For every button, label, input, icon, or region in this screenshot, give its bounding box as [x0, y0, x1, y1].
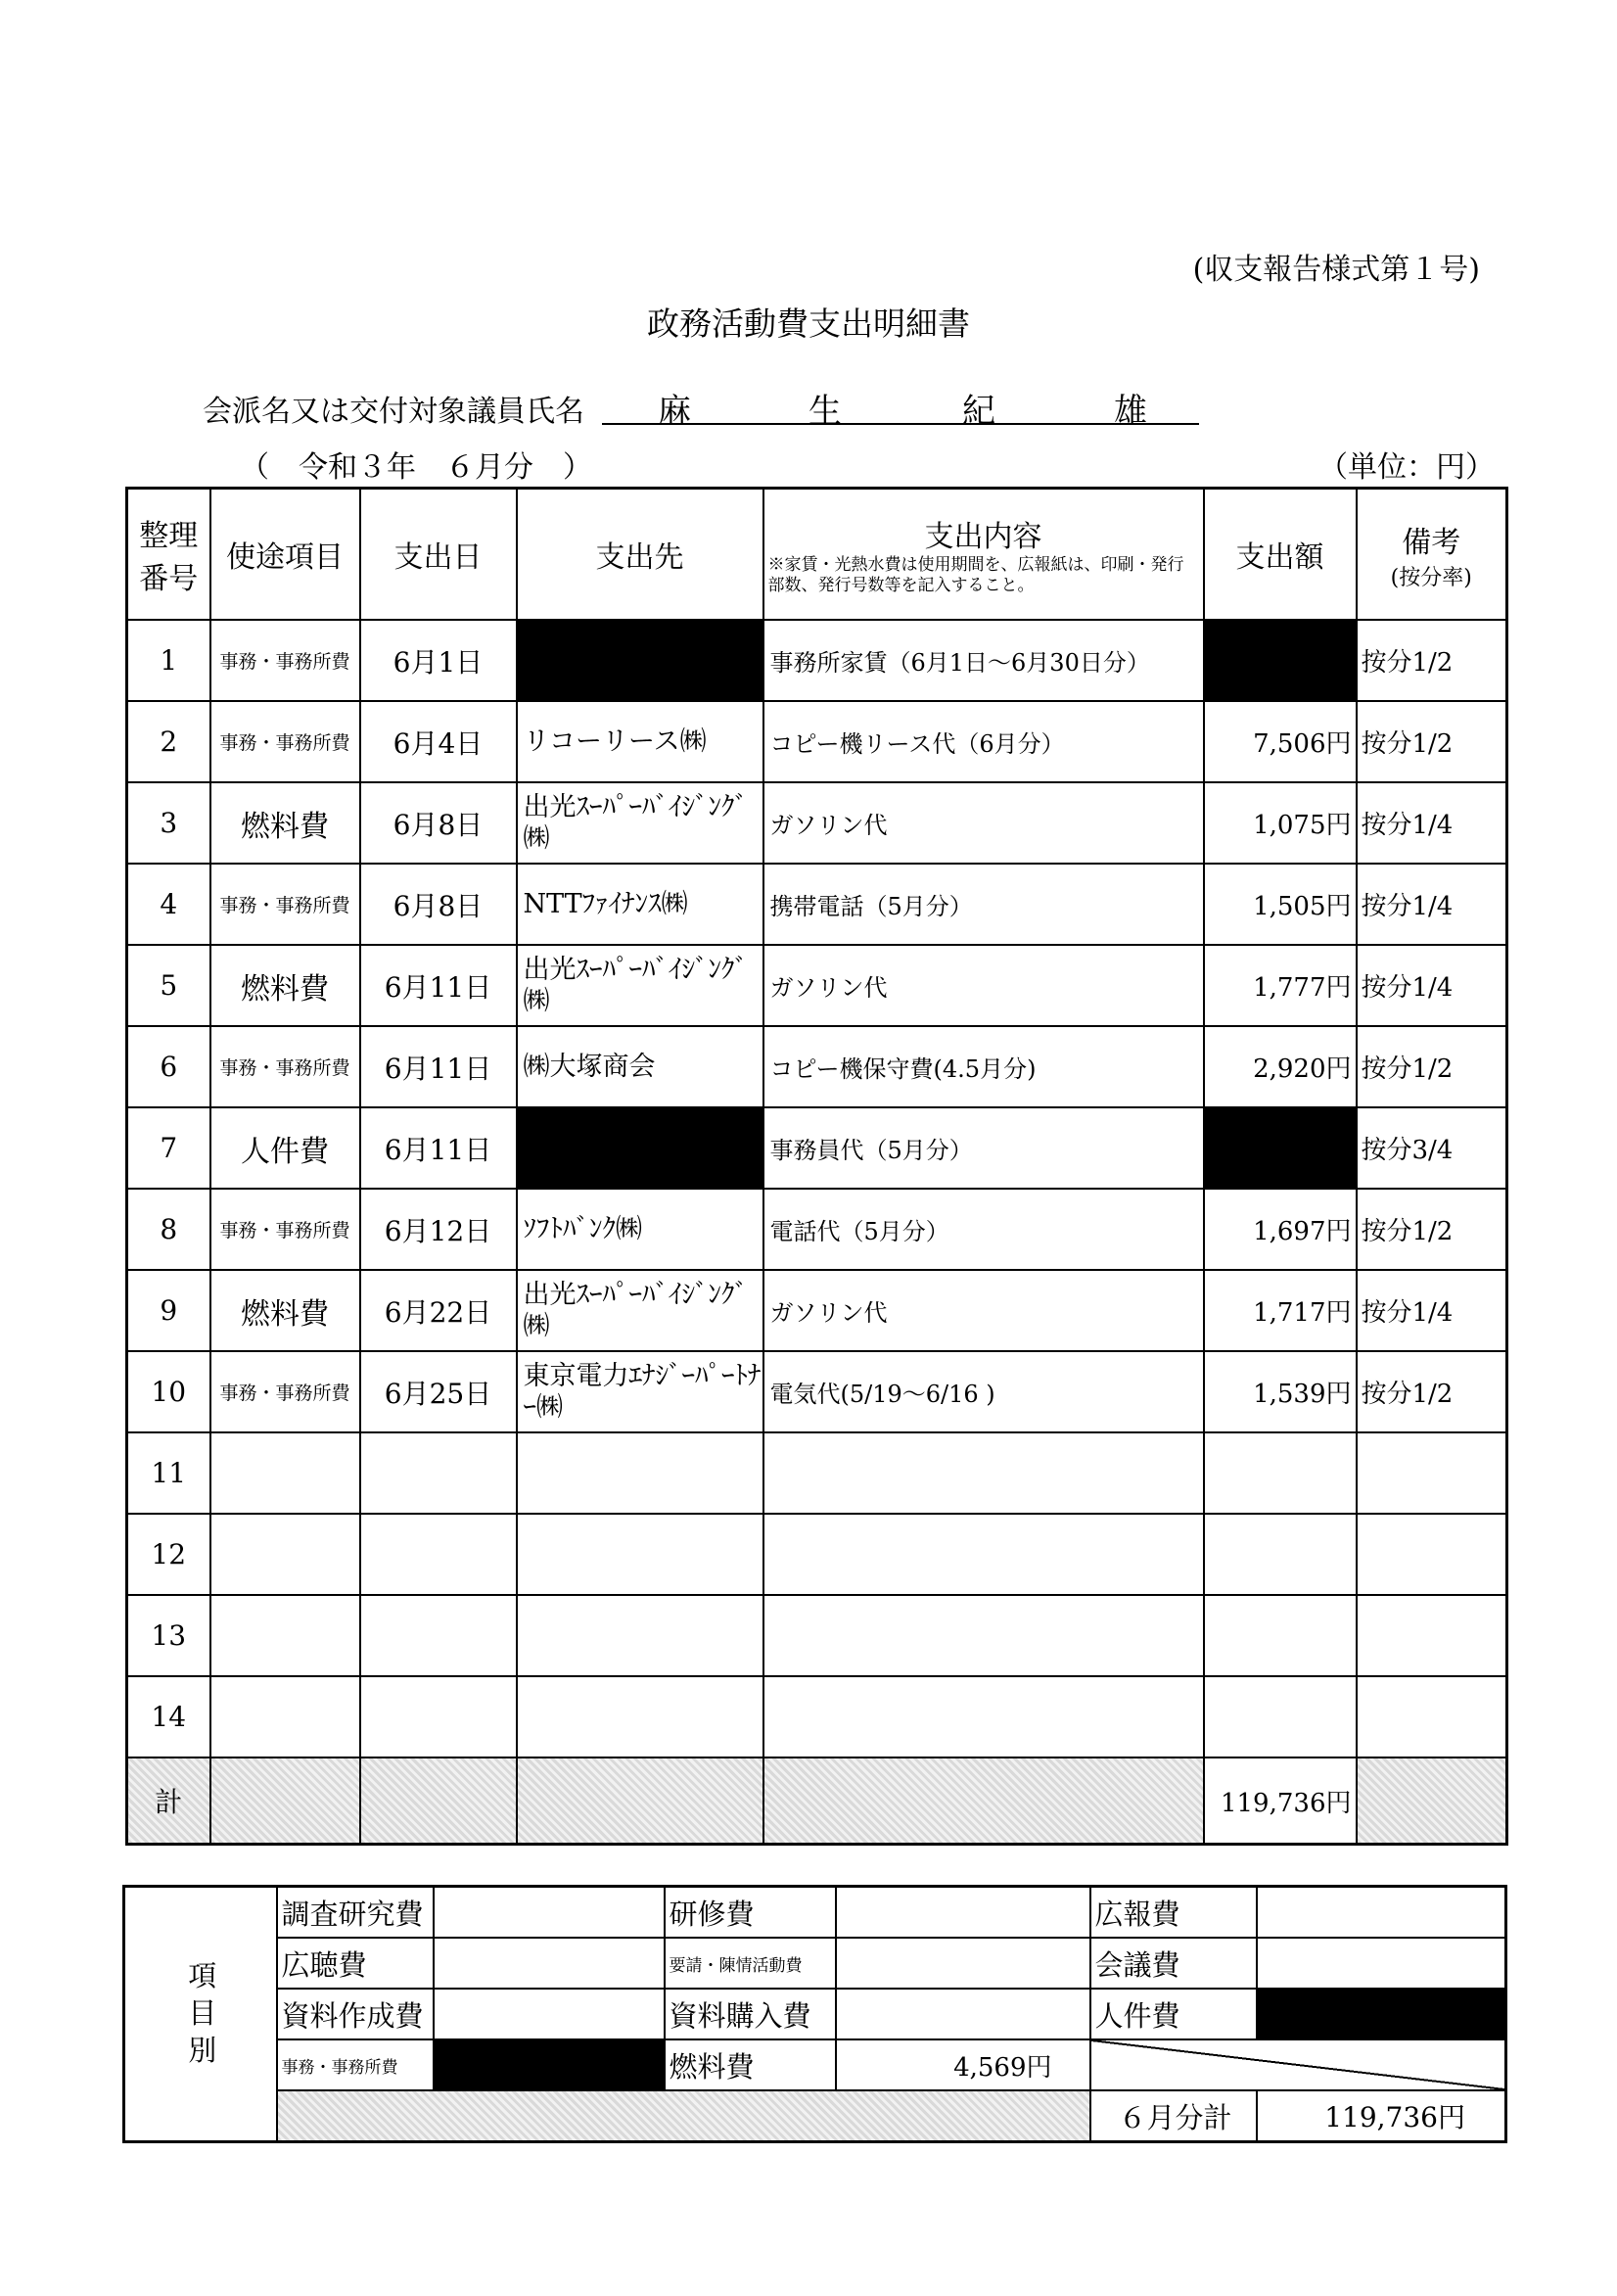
row-amount: 2,920円 — [1204, 1026, 1357, 1107]
table-row — [127, 864, 1507, 945]
header-note-sub: (按分率) — [1390, 565, 1472, 590]
summary-kaigi-label: 会議費 — [1090, 1938, 1257, 1989]
row-content: 電話代（5月分） — [763, 1189, 1204, 1270]
row-number: 6 — [127, 1026, 210, 1107]
summary-month-total-label: ６月分計 — [1090, 2090, 1257, 2142]
header-category: 使途項目 — [210, 489, 360, 621]
unit-label: （単位：円） — [1318, 450, 1495, 485]
row-note: 按分1/2 — [1357, 701, 1507, 782]
row-content: ガソリン代 — [763, 782, 1204, 864]
row-content: 事務員代（5月分） — [763, 1107, 1204, 1189]
row-date — [360, 1676, 517, 1757]
row-number: 12 — [127, 1514, 210, 1595]
row-payee: 出光ｽｰﾊﾟｰﾊﾞｲｼﾞﾝｸﾞ㈱ — [517, 945, 763, 1026]
row-amount: 7,506円 — [1204, 701, 1357, 782]
summary-diagonal-blank — [1090, 2039, 1506, 2090]
row-amount: 1,539円 — [1204, 1351, 1357, 1432]
row-note: 按分3/4 — [1357, 1107, 1507, 1189]
row-number: 5 — [127, 945, 210, 1026]
header-content-label: 支出内容 — [924, 519, 1042, 554]
row-category: 事務・事務所費 — [210, 620, 360, 701]
header-note — [1357, 489, 1507, 621]
row-content: 事務所家賃（6月1日～6月30日分） — [763, 620, 1204, 701]
summary-shiryo-sakusei-label: 資料作成費 — [277, 1989, 434, 2039]
row-amount — [1204, 1595, 1357, 1676]
table-row — [127, 945, 1507, 1026]
row-date — [360, 1595, 517, 1676]
header-amount: 支出額 — [1204, 489, 1357, 621]
row-amount: 1,075円 — [1204, 782, 1357, 864]
summary-nenryo-label: 燃料費 — [665, 2039, 836, 2090]
row-category — [210, 1595, 360, 1676]
row-date: 6月12日 — [360, 1189, 517, 1270]
row-number: 4 — [127, 864, 210, 945]
table-row — [127, 1432, 1507, 1514]
row-payee — [517, 1595, 763, 1676]
table-row — [127, 620, 1507, 701]
summary-side-label: 項 目 別 — [124, 1887, 277, 2142]
summary-jinken-redacted — [1257, 1989, 1506, 2039]
row-date: 6月25日 — [360, 1351, 517, 1432]
row-note: 按分1/4 — [1357, 864, 1507, 945]
row-note: 按分1/2 — [1357, 620, 1507, 701]
table-row — [127, 701, 1507, 782]
row-amount: 1,717円 — [1204, 1270, 1357, 1351]
summary-shiryo-konyu-label: 資料購入費 — [665, 1989, 836, 2039]
summary-chosa-value — [434, 1887, 665, 1939]
summary-shaded-blank — [277, 2090, 1090, 2142]
summary-koho-label: 広報費 — [1090, 1887, 1257, 1939]
row-number: 13 — [127, 1595, 210, 1676]
row-date: 6月11日 — [360, 1026, 517, 1107]
row-note: 按分1/2 — [1357, 1351, 1507, 1432]
document-title: 政務活動費支出明細書 — [647, 305, 970, 343]
table-row — [127, 1351, 1507, 1432]
name-char: 生 — [808, 392, 842, 431]
row-date: 6月8日 — [360, 864, 517, 945]
row-date — [360, 1432, 517, 1514]
table-row — [127, 1514, 1507, 1595]
summary-koho-value — [1257, 1887, 1506, 1939]
row-category — [210, 1514, 360, 1595]
report-period: （ 令和３年 ６月分 ） — [240, 450, 592, 485]
row-date: 6月1日 — [360, 620, 517, 701]
row-category: 事務・事務所費 — [210, 864, 360, 945]
total-amount: 119,736円 — [1204, 1757, 1357, 1845]
row-payee-redacted — [517, 620, 763, 701]
row-content: ガソリン代 — [763, 1270, 1204, 1351]
row-payee: ㈱大塚商会 — [517, 1026, 763, 1107]
row-amount: 1,777円 — [1204, 945, 1357, 1026]
row-content: 電気代(5/19～6/16 ) — [763, 1351, 1204, 1432]
row-payee: NTTﾌｧｲﾅﾝｽ㈱ — [517, 864, 763, 945]
summary-kocho-value — [434, 1938, 665, 1989]
row-note — [1357, 1676, 1507, 1757]
row-content — [763, 1595, 1204, 1676]
name-char: 紀 — [962, 392, 995, 431]
name-underline — [602, 423, 1199, 425]
summary-chosa-label: 調査研究費 — [277, 1887, 434, 1939]
row-date — [360, 1514, 517, 1595]
table-row — [127, 782, 1507, 864]
row-payee — [517, 1514, 763, 1595]
row-payee: ｿﾌﾄﾊﾞﾝｸ㈱ — [517, 1189, 763, 1270]
summary-kenshu-value — [836, 1887, 1090, 1939]
row-content — [763, 1432, 1204, 1514]
total-blank — [210, 1757, 360, 1845]
table-header — [127, 489, 1507, 621]
row-content — [763, 1676, 1204, 1757]
table-row — [127, 1595, 1507, 1676]
row-content: コピー機保守費(4.5月分) — [763, 1026, 1204, 1107]
row-amount: 1,505円 — [1204, 864, 1357, 945]
row-category: 燃料費 — [210, 945, 360, 1026]
row-payee — [517, 1676, 763, 1757]
row-date: 6月8日 — [360, 782, 517, 864]
row-payee-redacted — [517, 1107, 763, 1189]
row-amount — [1204, 1514, 1357, 1595]
header-note-label: 備考 — [1402, 525, 1461, 560]
row-payee — [517, 1432, 763, 1514]
row-category — [210, 1432, 360, 1514]
row-content: 携帯電話（5月分） — [763, 864, 1204, 945]
summary-kocho-label: 広聴費 — [277, 1938, 434, 1989]
row-amount — [1204, 1432, 1357, 1514]
row-category: 事務・事務所費 — [210, 701, 360, 782]
summary-shiryo-sakusei-value — [434, 1989, 665, 2039]
total-blank — [763, 1757, 1204, 1845]
row-date: 6月11日 — [360, 945, 517, 1026]
header-no-line2: 番号 — [139, 562, 199, 596]
row-category: 事務・事務所費 — [210, 1351, 360, 1432]
header-content-note: ※家賃・光熱水費は使用期間を、広報紙は、印刷・発行部数、発行号数等を記入すること。 — [767, 554, 1184, 595]
row-number: 3 — [127, 782, 210, 864]
row-content: ガソリン代 — [763, 945, 1204, 1026]
row-number: 14 — [127, 1676, 210, 1757]
row-amount — [1204, 1676, 1357, 1757]
row-number: 11 — [127, 1432, 210, 1514]
header-no-line1: 整理 — [139, 519, 199, 553]
row-note — [1357, 1514, 1507, 1595]
row-date: 6月4日 — [360, 701, 517, 782]
expense-table — [125, 487, 1508, 1846]
row-category: 人件費 — [210, 1107, 360, 1189]
row-number: 9 — [127, 1270, 210, 1351]
total-blank — [517, 1757, 763, 1845]
table-row — [127, 1270, 1507, 1351]
row-payee: リコーリース㈱ — [517, 701, 763, 782]
row-payee: 出光ｽｰﾊﾟｰﾊﾞｲｼﾞﾝｸﾞ㈱ — [517, 1270, 763, 1351]
row-note: 按分1/4 — [1357, 945, 1507, 1026]
table-row — [127, 1189, 1507, 1270]
name-label: 会派名又は交付対象議員氏名 — [203, 395, 584, 429]
summary-shiryo-konyu-value — [836, 1989, 1090, 2039]
table-row — [127, 1107, 1507, 1189]
row-note — [1357, 1595, 1507, 1676]
row-number: 2 — [127, 701, 210, 782]
total-blank — [360, 1757, 517, 1845]
table-row — [127, 1026, 1507, 1107]
summary-kenshu-label: 研修費 — [665, 1887, 836, 1939]
row-content: コピー機リース代（6月分） — [763, 701, 1204, 782]
row-category: 事務・事務所費 — [210, 1026, 360, 1107]
summary-yosei-label: 要請・陳情活動費 — [665, 1938, 836, 1989]
row-number: 8 — [127, 1189, 210, 1270]
row-category: 燃料費 — [210, 782, 360, 864]
row-amount-redacted — [1204, 620, 1357, 701]
table-row — [127, 1676, 1507, 1757]
row-category: 事務・事務所費 — [210, 1189, 360, 1270]
row-number: 1 — [127, 620, 210, 701]
row-category: 燃料費 — [210, 1270, 360, 1351]
row-note: 按分1/4 — [1357, 1270, 1507, 1351]
row-amount: 1,697円 — [1204, 1189, 1357, 1270]
row-payee: 出光ｽｰﾊﾟｰﾊﾞｲｼﾞﾝｸﾞ㈱ — [517, 782, 763, 864]
total-label: 計 — [127, 1757, 210, 1845]
summary-jimu-redacted — [434, 2039, 665, 2090]
category-summary-table — [122, 1885, 1507, 2143]
row-note: 按分1/2 — [1357, 1026, 1507, 1107]
row-number: 10 — [127, 1351, 210, 1432]
summary-jimu-label: 事務・事務所費 — [277, 2039, 434, 2090]
row-note: 按分1/4 — [1357, 782, 1507, 864]
row-note — [1357, 1432, 1507, 1514]
summary-nenryo-value: 4,569円 — [836, 2039, 1090, 2090]
summary-kaigi-value — [1257, 1938, 1506, 1989]
row-note: 按分1/2 — [1357, 1189, 1507, 1270]
row-content — [763, 1514, 1204, 1595]
row-date: 6月22日 — [360, 1270, 517, 1351]
row-date: 6月11日 — [360, 1107, 517, 1189]
header-no — [127, 489, 210, 621]
row-payee: 東京電力ｴﾅｼﾞｰﾊﾟｰﾄﾅｰ㈱ — [517, 1351, 763, 1432]
total-row — [127, 1757, 1507, 1845]
summary-jinken-label: 人件費 — [1090, 1989, 1257, 2039]
summary-month-total-value: 119,736円 — [1257, 2090, 1506, 2142]
header-payee: 支出先 — [517, 489, 763, 621]
row-category — [210, 1676, 360, 1757]
form-id: (収支報告様式第１号) — [1192, 253, 1480, 287]
header-date: 支出日 — [360, 489, 517, 621]
row-number: 7 — [127, 1107, 210, 1189]
header-content — [763, 489, 1204, 621]
name-char: 雄 — [1114, 392, 1147, 431]
row-amount-redacted — [1204, 1107, 1357, 1189]
total-blank — [1357, 1757, 1507, 1845]
name-char: 麻 — [658, 392, 691, 431]
summary-yosei-value — [836, 1938, 1090, 1989]
